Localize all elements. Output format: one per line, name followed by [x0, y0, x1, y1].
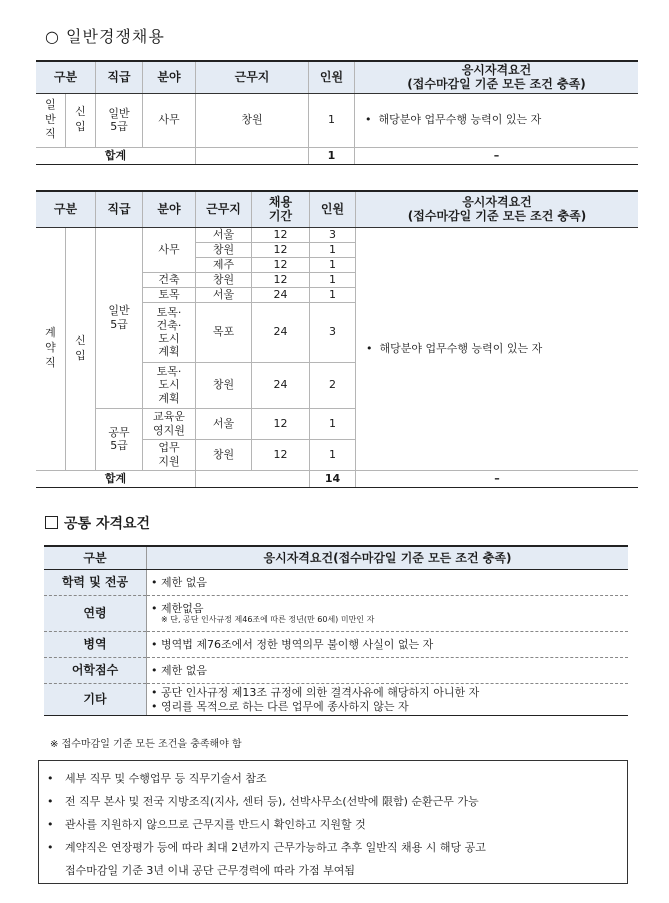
- cell-period: 12: [252, 257, 310, 272]
- cell-grade-public: 공무 5급: [96, 408, 143, 470]
- header-req-line1: 응시자격요건: [461, 62, 532, 77]
- header-requirements: 응시자격요건(접수마감일 기준 모든 조건 충족): [147, 546, 629, 570]
- cell-requirement: • 해당분야 업무수행 능력이 있는 자: [356, 227, 639, 470]
- total-count: 14: [310, 470, 356, 487]
- section-title-open-recruitment: ○ 일반경쟁채용: [45, 27, 165, 46]
- label-language: 어학점수: [44, 658, 147, 684]
- cell-count: 3: [310, 227, 356, 242]
- requirement-text: 해당분야 업무수행 능력이 있는 자: [378, 113, 542, 127]
- cell-count: 3: [310, 302, 356, 362]
- note-item: • 전 직무 본사 및 전국 지방조직(지사, 센터 등), 선박사무소(선박에 限함) 순환근무 가능: [45, 790, 627, 813]
- etc-value-1: • 공단 인사규정 제13조 규정에 의한 결격사유에 해당하지 아니한 자: [151, 686, 480, 700]
- common-requirements-title: [45, 513, 150, 533]
- cell-location: 서울: [196, 227, 252, 242]
- header-geunmuji: 근무지: [196, 191, 252, 227]
- checkbox-square-icon: [45, 516, 58, 529]
- cell-field: 사무: [143, 93, 196, 147]
- cell-field: 토목· 도시 계획: [143, 362, 196, 408]
- contract-recruitment-table: [36, 190, 638, 488]
- label-military: 병역: [44, 632, 147, 658]
- value-age: [147, 596, 629, 632]
- header-req-line2: (접수마감일 기준 모든 조건 충족): [407, 77, 586, 92]
- etc-value-2: • 영리를 목적으로 하는 다른 업무에 종사하지 않는 자: [151, 699, 409, 713]
- cell-location: 창원: [196, 272, 252, 287]
- total-count: 1: [309, 147, 355, 164]
- cell-kind: 신 입: [66, 93, 96, 147]
- value-etc: [147, 684, 629, 716]
- header-geunmuji: 근무지: [196, 61, 309, 93]
- header-inwon: 인원: [309, 61, 355, 93]
- header-bunya: 분야: [143, 61, 196, 93]
- note-item: • 세부 직무 및 수행업무 등 직무기술서 참조: [45, 767, 627, 790]
- value-language: • 제한 없음: [147, 658, 629, 684]
- cell-location: 서울: [196, 408, 252, 439]
- cell-period: 12: [252, 439, 310, 470]
- header-req-line1: 응시자격요건: [462, 194, 532, 209]
- header-gubun: 구분: [36, 61, 96, 93]
- cell-field: 건축: [143, 272, 196, 287]
- cell-field: 토목: [143, 287, 196, 302]
- note-item-continuation: 접수마감일 기준 3년 이내 공단 근무경력에 따라 가점 부여됨: [65, 864, 355, 877]
- cell-count: 1: [310, 287, 356, 302]
- cell-type: 일 반 직: [36, 93, 66, 147]
- cell-count: 1: [310, 408, 356, 439]
- cell-period: 12: [252, 242, 310, 257]
- common-title-text: 공통 자격요건: [64, 516, 151, 532]
- age-value-text: • 제한없음: [151, 602, 204, 616]
- age-note: ※ 단, 공단 인사규정 제46조에 따른 정년(만 60세) 미만인 자: [161, 615, 375, 625]
- common-requirements-table: [44, 545, 628, 716]
- header-gubun: 구분: [44, 546, 147, 570]
- note-item: • 관사를 지원하지 않으므로 근무지를 반드시 확인하고 지원할 것: [45, 813, 627, 836]
- cell-grade: 일반 5급: [96, 93, 143, 147]
- cell-kind: 신 입: [66, 227, 96, 470]
- cell-count: 1: [310, 257, 356, 272]
- cell-period: 24: [252, 287, 310, 302]
- header-period: 채용 기간: [252, 191, 310, 227]
- requirement-text: 해당분야 업무수행 능력이 있는 자: [379, 341, 543, 355]
- cell-period: 12: [252, 272, 310, 287]
- total-label: 합계: [36, 470, 196, 487]
- note-item: • 계약직은 연장평가 등에 따라 최대 2년까지 근무가능하고 추후 일반직 채용 시 해당 공고: [45, 836, 627, 859]
- common-footnote: ※ 접수마감일 기준 모든 조건을 충족해야 함: [50, 739, 242, 750]
- cell-count: 1: [309, 93, 355, 147]
- value-military: • 병역법 제76조에서 정한 병역의무 불이행 사실이 없는 자: [147, 632, 629, 658]
- cell-field: 토목· 건축· 도시 계획: [143, 302, 196, 362]
- total-dash: –: [355, 147, 639, 164]
- cell-grade-general: 일반 5급: [96, 227, 143, 408]
- total-label: 합계: [36, 147, 196, 164]
- header-jikgeup: 직급: [96, 61, 143, 93]
- label-etc: 기타: [44, 684, 147, 716]
- cell-field: 업무 지원: [143, 439, 196, 470]
- cell-location: 서울: [196, 287, 252, 302]
- header-inwon: 인원: [310, 191, 356, 227]
- cell-location: 목포: [196, 302, 252, 362]
- cell-count: 1: [310, 439, 356, 470]
- total-dash: –: [356, 470, 639, 487]
- header-jikgeup: 직급: [96, 191, 143, 227]
- cell-field: 사무: [143, 227, 196, 272]
- cell-location: 창원: [196, 93, 309, 147]
- cell-period: 24: [252, 362, 310, 408]
- notes-box: [38, 760, 628, 884]
- cell-period: 24: [252, 302, 310, 362]
- cell-type: 계 약 직: [36, 227, 66, 470]
- header-requirements: [356, 191, 639, 227]
- cell-location: 창원: [196, 362, 252, 408]
- cell-period: 12: [252, 408, 310, 439]
- total-spacer: [196, 470, 310, 487]
- cell-location: 창원: [196, 439, 252, 470]
- header-gubun: 구분: [36, 191, 96, 227]
- cell-count: 2: [310, 362, 356, 408]
- value-education: • 제한 없음: [147, 570, 629, 596]
- cell-count: 1: [310, 272, 356, 287]
- total-spacer: [196, 147, 309, 164]
- cell-count: 1: [310, 242, 356, 257]
- header-req-line2: (접수마감일 기준 모든 조건 충족): [407, 209, 587, 224]
- header-requirements: [355, 61, 639, 93]
- cell-location: 제주: [196, 257, 252, 272]
- cell-requirement: • 해당분야 업무수행 능력이 있는 자: [355, 93, 639, 147]
- regular-recruitment-table: [36, 60, 638, 165]
- cell-location: 창원: [196, 242, 252, 257]
- label-education: 학력 및 전공: [44, 570, 147, 596]
- header-bunya: 분야: [143, 191, 196, 227]
- cell-field: 교육운 영지원: [143, 408, 196, 439]
- cell-period: 12: [252, 227, 310, 242]
- label-age: 연령: [44, 596, 147, 632]
